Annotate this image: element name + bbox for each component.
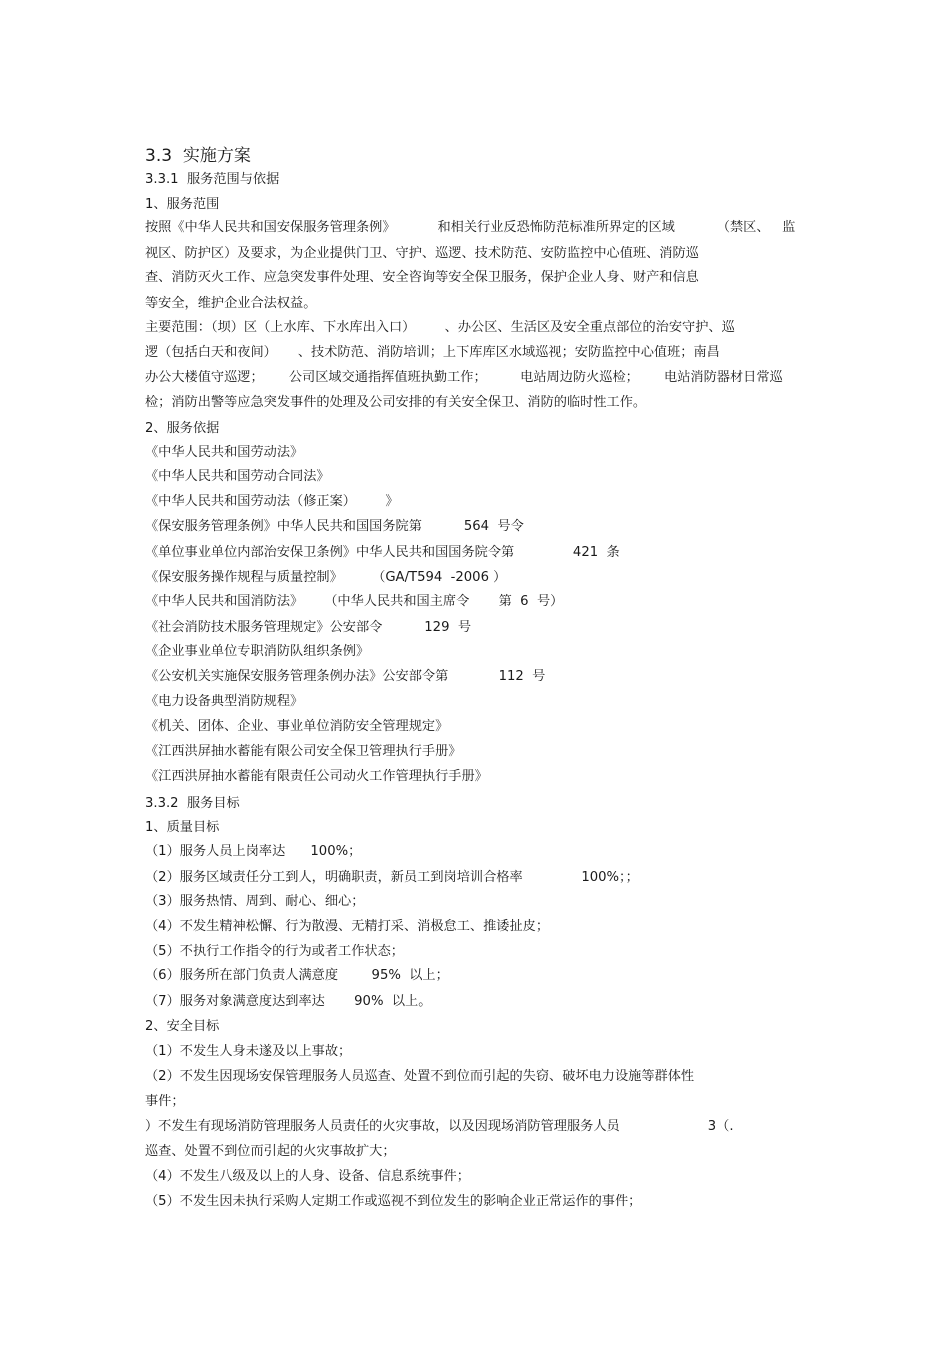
subsection-heading: 3.3.1 服务范围与依据 bbox=[145, 172, 280, 187]
text-line: （2）不发生因现场安保管理服务人员巡查、处置不到位而引起的失窃、破坏电力设施等群体性 bbox=[145, 1069, 695, 1084]
text-line: 《保安服务操作规程与质量控制》 （GA/T594 -2006 ） bbox=[145, 570, 507, 585]
text-line: （1）不发生人身未遂及以上事故； bbox=[145, 1044, 352, 1059]
text-line: （3）服务热情、周到、耐心、细心； bbox=[145, 894, 365, 909]
text-line: 按照《中华人民共和国安保服务管理条例》 和相关行业反恐怖防范标准所界定的区域 （禁区、 监 bbox=[145, 220, 796, 235]
text-line: （6）服务所在部门负责人满意度 95% 以上； bbox=[145, 968, 449, 983]
text-line: （2）服务区域责任分工到人，明确职责，新员工到岗培训合格率 100%；； bbox=[145, 870, 639, 885]
text-line: 《企业事业单位专职消防队组织条例》 bbox=[145, 644, 370, 659]
text-line: 《机关、团体、企业、事业单位消防安全管理规定》 bbox=[145, 719, 449, 734]
text-line: 查、消防灭火工作、应急突发事件处理、安全咨询等安全保卫服务，保护企业人身、财产和信息 bbox=[145, 270, 699, 285]
section-heading: 3.3 实施方案 bbox=[145, 146, 251, 166]
text-line: （5）不执行工作指令的行为或者工作状态； bbox=[145, 944, 404, 959]
text-line: 《中华人民共和国消防法》 （中华人民共和国主席令 第 6 号） bbox=[145, 594, 564, 609]
text-line: 《中华人民共和国劳动法》 bbox=[145, 445, 304, 460]
text-line: 《江西洪屏抽水蓄能有限公司安全保卫管理执行手册》 bbox=[145, 744, 462, 759]
text-line: 1、服务范围 bbox=[145, 197, 220, 212]
text-line: 《社会消防技术服务管理规定》公安部令 129 号 bbox=[145, 620, 472, 635]
text-line: ）不发生有现场消防管理服务人员责任的火灾事故，以及因现场消防管理服务人员 3（. bbox=[145, 1119, 734, 1134]
text-line: 办公大楼值守巡逻； 公司区域交通指挥值班执勤工作； 电站周边防火巡检； 电站消防器材日常巡 bbox=[145, 370, 783, 385]
text-line: 《单位事业单位内部治安保卫条例》中华人民共和国国务院令第 421 条 bbox=[145, 545, 620, 560]
text-line: 视区、防护区）及要求，为企业提供门卫、守护、巡逻、技术防范、安防监控中心值班、消防巡 bbox=[145, 246, 699, 261]
text-line: 事件； bbox=[145, 1094, 185, 1109]
subsection-heading: 3.3.2 服务目标 bbox=[145, 796, 240, 811]
text-line: 2、服务依据 bbox=[145, 421, 220, 436]
text-line: 《电力设备典型消防规程》 bbox=[145, 694, 304, 709]
text-line: 主要范围：（坝）区（上水库、下水库出入口） 、办公区、生活区及安全重点部位的治安守护、巡 bbox=[145, 320, 735, 335]
text-line: 巡查、处置不到位而引起的火灾事故扩大； bbox=[145, 1144, 396, 1159]
text-line: 检；消防出警等应急突发事件的处理及公司安排的有关安全保卫、消防的临时性工作。 bbox=[145, 395, 647, 410]
text-line: 2、安全目标 bbox=[145, 1019, 220, 1034]
text-line: （5）不发生因未执行采购人定期工作或巡视不到位发生的影响企业正常运作的事件； bbox=[145, 1194, 642, 1209]
text-line: 1、质量目标 bbox=[145, 820, 220, 835]
text-line: （4）不发生精神松懈、行为散漫、无精打采、消极怠工、推诿扯皮； bbox=[145, 919, 550, 934]
text-line: 等安全，维护企业合法权益。 bbox=[145, 296, 317, 311]
text-line: （7）服务对象满意度达到率达 90% 以上。 bbox=[145, 994, 432, 1009]
text-line: 《中华人民共和国劳动合同法》 bbox=[145, 469, 330, 484]
text-line: （1）服务人员上岗率达 100%； bbox=[145, 844, 362, 859]
text-line: 《保安服务管理条例》中华人民共和国国务院第 564 号令 bbox=[145, 519, 524, 534]
text-line: 《公安机关实施保安服务管理条例办法》公安部令第 112 号 bbox=[145, 669, 546, 684]
text-line: 《江西洪屏抽水蓄能有限责任公司动火工作管理执行手册》 bbox=[145, 769, 488, 784]
text-line: 《中华人民共和国劳动法（修正案） 》 bbox=[145, 494, 399, 509]
text-line: （4）不发生八级及以上的人身、设备、信息系统事件； bbox=[145, 1169, 470, 1184]
text-line: 逻（包括白天和夜间） 、技术防范、消防培训；上下库库区水域巡视；安防监控中心值班；南昌 bbox=[145, 345, 720, 360]
